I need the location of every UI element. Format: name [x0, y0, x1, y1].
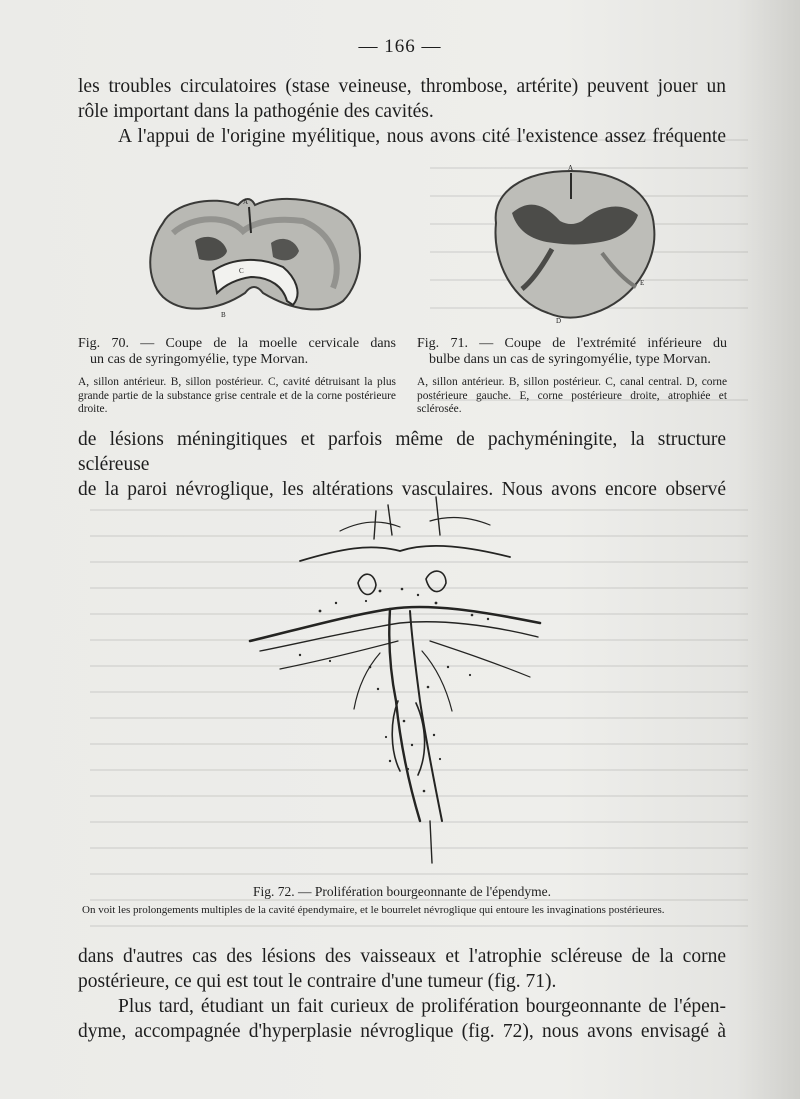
fig71-label-e: E	[640, 279, 645, 287]
caption-title: un cas de syringomyélie, type Morvan.	[90, 352, 309, 367]
text-line: de la paroi névroglique, les altérations vasculaires. Nous avons encore observé	[78, 479, 726, 500]
figure-70-illustration	[143, 193, 365, 318]
caption-title: bulbe dans un cas de syringomyélie, type Morvan.	[429, 352, 711, 367]
fig71-label-d: D	[556, 317, 562, 325]
caption-title: Fig. 71. — Coupe de l'extrémité inférieure du	[417, 336, 727, 351]
caption-legend: A, sillon antérieur. B, sillon postérieur. C, cavité détruisant la plus grande partie de la substance grise centrale et de la corne postérieure droite.	[78, 376, 396, 415]
figure-70-caption	[78, 336, 396, 417]
fig71-label-a: A	[568, 164, 574, 172]
text-line: dyme, accompagnée d'hyperplasie névroglique (fig. 72), nous avons envisagé à	[78, 1021, 726, 1042]
caption-legend: A, sillon antérieur. B, sillon postérieur. C, canal central. D, corne postérieure gauche. E, corne postérieure droite, atrophiée et sclérosée.	[417, 376, 727, 415]
figure-72-illustration	[240, 491, 560, 873]
caption-legend: On voit les prolongements multiples de la cavité épendymaire, et le bourrelet névroglique qui entoure les invaginations postérieures.	[82, 904, 665, 916]
fig70-label-b: B	[221, 311, 226, 318]
text-line: postérieure, ce qui est tout le contraire d'une tumeur (fig. 71).	[78, 971, 557, 992]
page-number: — 166 —	[358, 36, 442, 57]
text-line: A l'appui de l'origine myélitique, nous avons cité l'existence assez fréquente	[118, 126, 726, 147]
paragraph-bottom	[78, 944, 726, 1044]
text-line: rôle important dans la pathogénie des cavités.	[78, 101, 434, 122]
caption-title: Fig. 70. — Coupe de la moelle cervicale dans	[78, 336, 396, 351]
text-line: de lésions méningitiques et parfois même de pachyméningite, la structure scléreuse	[78, 429, 726, 475]
caption-title: Fig. 72. — Prolifération bourgeonnante de l'épendyme.	[253, 884, 551, 899]
figure-72-caption	[82, 884, 722, 918]
figure-71-caption	[417, 336, 727, 417]
figure-71-illustration	[482, 163, 660, 325]
text-line: Plus tard, étudiant un fait curieux de prolifération bourgeonnante de l'épen-	[118, 996, 726, 1017]
text-line: les troubles circulatoires (stase veineuse, thrombose, artérite) peuvent jouer un	[78, 76, 726, 97]
fig70-label-a: A	[243, 198, 249, 206]
fig70-label-c: C	[239, 267, 244, 275]
paragraph-top	[78, 74, 726, 149]
text-line: dans d'autres cas des lésions des vaisseaux et l'atrophie scléreuse de la corne	[78, 946, 726, 967]
